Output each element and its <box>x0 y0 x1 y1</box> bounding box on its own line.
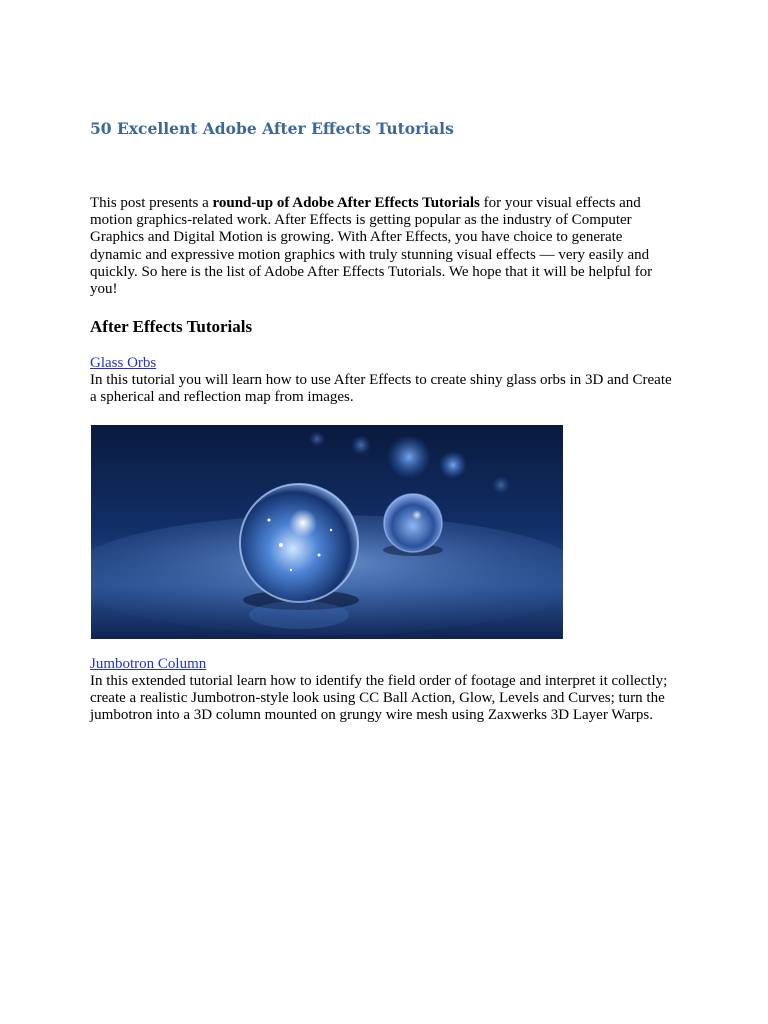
section-heading: After Effects Tutorials <box>90 317 253 336</box>
description-line: jumbotron into a 3D column mounted on grungy wire mesh using Zaxwerks 3D Layer Warps. <box>90 707 653 724</box>
tutorial-description-jumbotron-column <box>90 673 667 725</box>
glass-orbs-image <box>91 425 563 639</box>
intro-bold-phrase: round-up of Adobe After Effects Tutorials <box>212 195 480 211</box>
tutorial-link-glass-orbs[interactable]: Glass Orbs <box>90 355 157 371</box>
description-line: a spherical and reflection map from images. <box>90 389 354 406</box>
intro-line-5: quickly. So here is the list of Adobe After Effects Tutorials. We hope that it will be helpful for <box>90 263 653 280</box>
intro-paragraph <box>90 195 690 298</box>
intro-line-2: motion graphics-related work. After Effects is getting popular as the industry of Computer <box>90 212 632 229</box>
page-title: 50 Excellent Adobe After Effects Tutorials <box>90 119 454 138</box>
intro-line-3: Graphics and Digital Motion is growing. With After Effects, you have choice to generate <box>90 229 623 246</box>
description-line: In this tutorial you will learn how to use After Effects to create shiny glass orbs in 3D and Create <box>90 372 672 388</box>
intro-line-1-rest: for your visual effects and <box>479 195 641 211</box>
tutorial-link-jumbotron-column[interactable]: Jumbotron Column <box>90 656 207 672</box>
intro-prefix: This post presents a <box>90 195 213 211</box>
description-line: In this extended tutorial learn how to identify the field order of footage and interpret it collectly; <box>90 673 668 689</box>
intro-line-4: dynamic and expressive motion graphics with truly stunning visual effects — very easily and <box>90 246 650 263</box>
description-line: create a realistic Jumbotron-style look using CC Ball Action, Glow, Levels and Curves; turn the <box>90 690 665 707</box>
tutorial-description-glass-orbs <box>90 372 672 406</box>
intro-line-1 <box>90 195 690 212</box>
intro-line-6: you! <box>90 281 118 298</box>
